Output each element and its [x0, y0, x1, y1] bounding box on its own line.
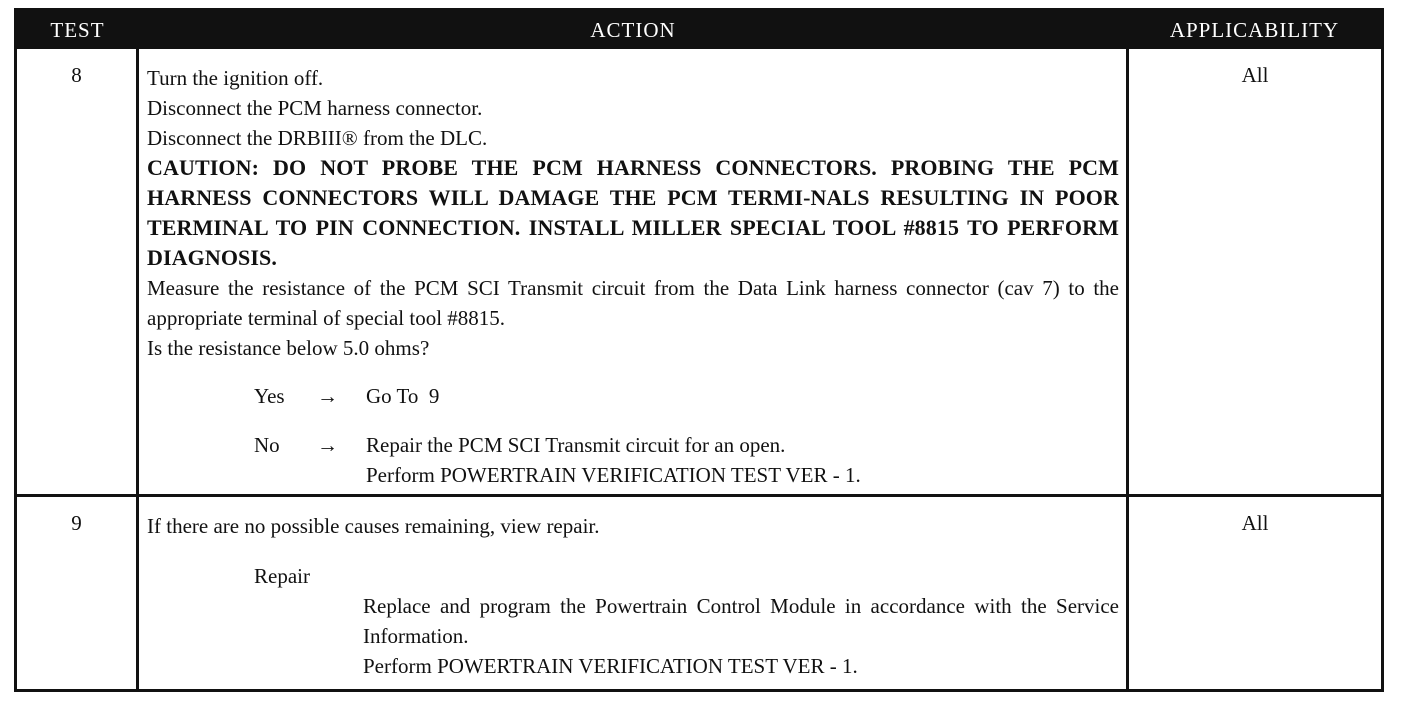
repair-text: Replace and program the Powertrain Control Module in accordance with the Service Information. [363, 594, 1119, 648]
table-header [17, 11, 1381, 49]
column-divider [1126, 49, 1129, 494]
applicability-value: All [1241, 511, 1269, 535]
table-row-test-8 [17, 49, 1381, 497]
verification-text: Perform POWERTRAIN VERIFICATION TEST VER - 1. [366, 463, 861, 487]
applicability-value: All [1241, 63, 1269, 87]
yes-text: Go To 9 [366, 384, 440, 408]
table-row-test-9 [17, 497, 1381, 689]
step-text: If there are no possible causes remaining, view repair. [147, 514, 600, 538]
measure-text: Measure the resistance of the PCM SCI Transmit circuit from the Data Link harness connector (cav 7) to the appropriate terminal of special tool #8815. [147, 276, 1119, 330]
no-result-sub [147, 460, 1119, 490]
step-text: Turn the ignition off. [147, 66, 324, 90]
header-action: ACTION [590, 18, 676, 42]
column-divider [136, 49, 139, 494]
no-result [147, 430, 1119, 460]
arrow-icon: → [317, 433, 338, 457]
no-text: Repair the PCM SCI Transmit circuit for an open. [366, 433, 786, 457]
caution-text: CAUTION: DO NOT PROBE THE PCM HARNESS CONNECTORS. PROBING THE PCM HARNESS CONNECTORS WILL DAMAGE THE PCM TERMI-NALS RESULTING IN POOR TERMINAL TO PIN CONNECTION. INSTALL MILLER SPECIAL TOOL #8815 TO PERFORM DIAGNOSIS. [147, 155, 1119, 270]
test-number: 8 [71, 63, 82, 87]
header-applicability: APPLICABILITY [1169, 18, 1340, 42]
action-cell [147, 511, 1119, 681]
repair-label: Repair [254, 564, 310, 588]
question-text: Is the resistance below 5.0 ohms? [147, 336, 430, 360]
yes-result [147, 381, 1119, 411]
diagnostic-table [14, 8, 1384, 692]
column-divider [136, 497, 139, 689]
yes-label: Yes [254, 384, 285, 408]
arrow-icon: → [317, 384, 338, 408]
header-test: TEST [50, 18, 105, 42]
step-text: Disconnect the PCM harness connector. [147, 96, 483, 120]
action-cell [147, 63, 1119, 490]
step-text: Disconnect the DRBIII® from the DLC. [147, 126, 488, 150]
verification-text: Perform POWERTRAIN VERIFICATION TEST VER - 1. [363, 654, 858, 678]
no-label: No [254, 433, 280, 457]
test-number: 9 [71, 511, 82, 535]
